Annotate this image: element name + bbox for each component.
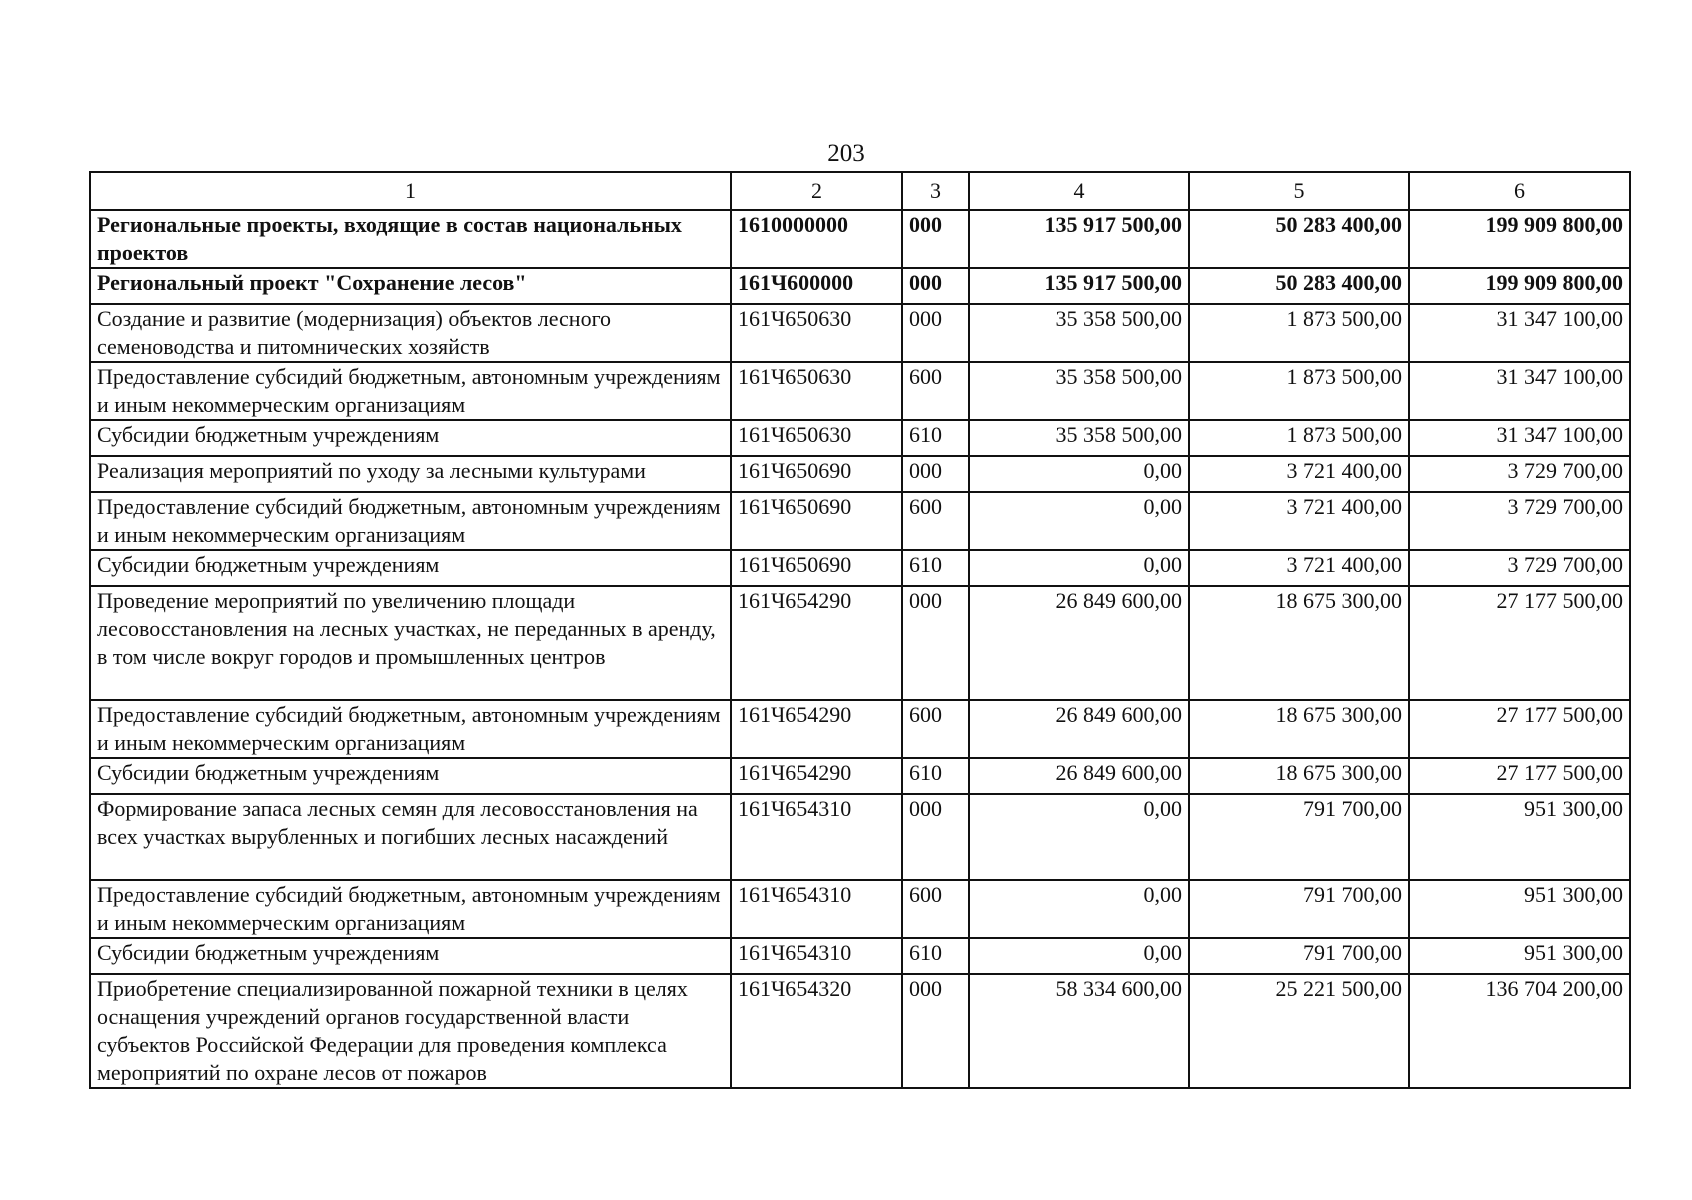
row-value-col5: 18 675 300,00 [1189,700,1409,758]
header-col-6: 6 [1409,172,1630,210]
row-value-col5: 1 873 500,00 [1189,420,1409,456]
row-value-col4: 0,00 [969,938,1189,974]
row-type: 000 [902,304,969,362]
row-value-col4: 26 849 600,00 [969,586,1189,700]
table-row [90,268,1630,304]
row-name: Субсидии бюджетным учреждениям [90,758,731,794]
row-type: 000 [902,456,969,492]
table-row [90,938,1630,974]
row-value-col6: 3 729 700,00 [1409,492,1630,550]
row-value-col5: 25 221 500,00 [1189,974,1409,1088]
row-name: Формирование запаса лесных семян для лесовосстановления на всех участках вырубленных и погибших лесных насаждений [90,794,731,880]
row-code: 161Ч650630 [731,420,902,456]
row-value-col4: 0,00 [969,456,1189,492]
row-name: Региональный проект "Сохранение лесов" [90,268,731,304]
row-value-col6: 27 177 500,00 [1409,700,1630,758]
header-col-1: 1 [90,172,731,210]
row-type: 610 [902,420,969,456]
header-col-4: 4 [969,172,1189,210]
table-row [90,758,1630,794]
row-code: 161Ч654290 [731,700,902,758]
row-type: 610 [902,938,969,974]
row-value-col6: 199 909 800,00 [1409,210,1630,268]
row-value-col5: 50 283 400,00 [1189,268,1409,304]
row-value-col6: 136 704 200,00 [1409,974,1630,1088]
row-value-col4: 26 849 600,00 [969,758,1189,794]
row-value-col6: 31 347 100,00 [1409,304,1630,362]
row-value-col4: 35 358 500,00 [969,362,1189,420]
row-code: 161Ч600000 [731,268,902,304]
row-value-col5: 791 700,00 [1189,880,1409,938]
table-row [90,210,1630,268]
table-row [90,304,1630,362]
row-value-col4: 35 358 500,00 [969,420,1189,456]
row-value-col5: 3 721 400,00 [1189,492,1409,550]
row-type: 600 [902,700,969,758]
row-type: 000 [902,268,969,304]
table-row [90,586,1630,700]
row-name: Приобретение специализированной пожарной техники в целях оснащения учреждений органов государственной власти субъектов Российской Федерации для проведения комплекса мероприятий по охране лесов от пожаров [90,974,731,1088]
row-type: 600 [902,880,969,938]
row-name: Предоставление субсидий бюджетным, автономным учреждениям и иным некоммерческим организациям [90,362,731,420]
row-value-col6: 3 729 700,00 [1409,550,1630,586]
row-value-col5: 18 675 300,00 [1189,586,1409,700]
row-code: 161Ч654320 [731,974,902,1088]
row-code: 161Ч650630 [731,304,902,362]
row-code: 161Ч654310 [731,794,902,880]
row-value-col4: 135 917 500,00 [969,210,1189,268]
table-row [90,794,1630,880]
row-value-col5: 791 700,00 [1189,938,1409,974]
header-col-3: 3 [902,172,969,210]
row-name: Субсидии бюджетным учреждениям [90,550,731,586]
row-value-col6: 27 177 500,00 [1409,586,1630,700]
row-value-col6: 31 347 100,00 [1409,362,1630,420]
row-value-col6: 951 300,00 [1409,880,1630,938]
budget-table [89,171,1631,1089]
table-row [90,550,1630,586]
row-type: 610 [902,550,969,586]
row-code: 161Ч654290 [731,586,902,700]
table-row [90,974,1630,1088]
row-value-col5: 3 721 400,00 [1189,550,1409,586]
row-name: Субсидии бюджетным учреждениям [90,938,731,974]
row-value-col6: 27 177 500,00 [1409,758,1630,794]
row-type: 000 [902,586,969,700]
row-code: 161Ч654310 [731,880,902,938]
table-row [90,420,1630,456]
row-code: 161Ч650690 [731,550,902,586]
row-type: 000 [902,794,969,880]
header-col-5: 5 [1189,172,1409,210]
row-name: Предоставление субсидий бюджетным, автономным учреждениям и иным некоммерческим организациям [90,880,731,938]
row-value-col4: 0,00 [969,492,1189,550]
row-name: Создание и развитие (модернизация) объектов лесного семеноводства и питомнических хозяйств [90,304,731,362]
row-type: 000 [902,210,969,268]
row-value-col5: 1 873 500,00 [1189,362,1409,420]
row-value-col6: 31 347 100,00 [1409,420,1630,456]
row-code: 161Ч654310 [731,938,902,974]
row-value-col5: 50 283 400,00 [1189,210,1409,268]
row-value-col4: 0,00 [969,880,1189,938]
row-value-col6: 951 300,00 [1409,794,1630,880]
row-value-col6: 3 729 700,00 [1409,456,1630,492]
row-code: 161Ч650690 [731,492,902,550]
row-value-col5: 3 721 400,00 [1189,456,1409,492]
table-header [90,172,1630,210]
table-row [90,362,1630,420]
row-code: 1610000000 [731,210,902,268]
table-row [90,456,1630,492]
row-type: 610 [902,758,969,794]
row-value-col6: 951 300,00 [1409,938,1630,974]
row-value-col5: 791 700,00 [1189,794,1409,880]
row-code: 161Ч650630 [731,362,902,420]
table-row [90,492,1630,550]
table-body [90,210,1630,1088]
row-name: Реализация мероприятий по уходу за лесными культурами [90,456,731,492]
row-value-col4: 0,00 [969,550,1189,586]
row-value-col6: 199 909 800,00 [1409,268,1630,304]
row-name: Проведение мероприятий по увеличению площади лесовосстановления на лесных участках, не переданных в аренду, в том числе вокруг городов и промышленных центров [90,586,731,700]
row-name: Региональные проекты, входящие в состав национальных проектов [90,210,731,268]
row-value-col4: 35 358 500,00 [969,304,1189,362]
page-number: 203 [827,140,865,167]
row-type: 000 [902,974,969,1088]
row-value-col4: 26 849 600,00 [969,700,1189,758]
row-code: 161Ч654290 [731,758,902,794]
row-name: Предоставление субсидий бюджетным, автономным учреждениям и иным некоммерческим организациям [90,492,731,550]
row-value-col5: 18 675 300,00 [1189,758,1409,794]
table-row [90,700,1630,758]
row-code: 161Ч650690 [731,456,902,492]
header-col-2: 2 [731,172,902,210]
row-value-col5: 1 873 500,00 [1189,304,1409,362]
row-name: Предоставление субсидий бюджетным, автономным учреждениям и иным некоммерческим организациям [90,700,731,758]
row-type: 600 [902,492,969,550]
table-row [90,880,1630,938]
row-name: Субсидии бюджетным учреждениям [90,420,731,456]
row-value-col4: 135 917 500,00 [969,268,1189,304]
row-value-col4: 58 334 600,00 [969,974,1189,1088]
row-type: 600 [902,362,969,420]
header-row [90,172,1630,210]
row-value-col4: 0,00 [969,794,1189,880]
